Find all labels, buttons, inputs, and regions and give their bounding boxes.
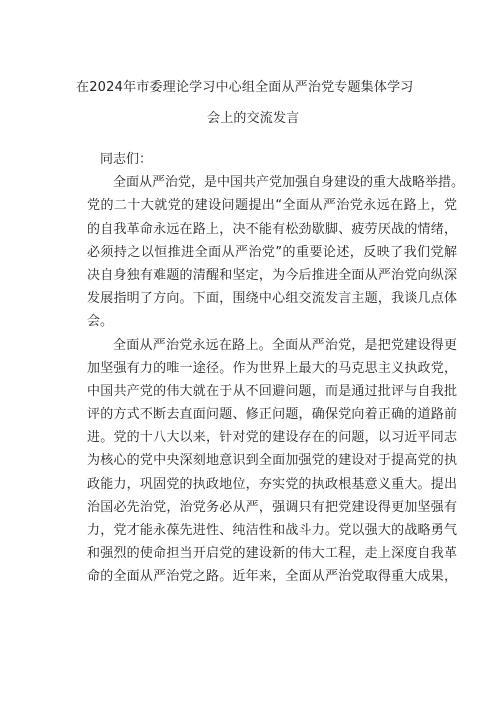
paragraph-1-line-6: 发展指明了方向。下面，围绕中心组交流发言主题，我谈几点体 [87,291,457,307]
paragraph-2-line-7: 政能力，巩固党的执政地位，夯实党的执政根基意义重大。提出 [87,476,457,492]
paragraph-2-line-11: 命的全面从严治党之路。近年来，全面从严治党取得重大成果， [87,569,457,585]
paragraph-2-line-6: 为核心的党中央深刻地意识到全面加强党的建设对于提高党的执 [87,453,457,469]
document-body [87,148,465,589]
paragraph-2-line-8: 治国必先治党，治党务必从严，强调只有把党建设得更加坚强有 [87,499,457,515]
salutation: 同志们： [100,152,153,167]
paragraph-1-line-3: 的自我革命永远在路上，决不能有松劲歇脚、疲劳厌战的情绪， [87,221,457,237]
paragraph-2-line-1: 全面从严治党永远在路上。全面从严治党，是把党建设得更 [113,337,457,353]
paragraph-1-line-5: 决自身独有难题的清醒和坚定，为今后推进全面从严治党向纵深 [87,267,457,283]
paragraph-2-line-5: 进。党的十八大以来，针对党的建设存在的问题，以习近平同志 [87,430,457,446]
paragraph-2-line-9: 力，党才能永葆先进性、纯洁性和战斗力。党以强大的战略勇气 [87,523,457,538]
paragraph-1-line-7: 会。 [87,314,114,330]
paragraph-1-line-1: 全面从严治党，是中国共产党加强自身建设的重大战略举措。 [113,175,465,191]
paragraph-2-line-4: 评的方式不断去直面问题、修正问题，确保党向着正确的道路前 [87,407,457,423]
paragraph-1-line-4: 必须持之以恒推进全面从严治党”的重要论述，反映了我们党解 [87,244,457,260]
paragraph-2-line-2: 加坚强有力的唯一途径。作为世界上最大的马克思主义执政党， [87,360,457,376]
paragraph-1-line-2: 党的二十大就党的建设问题提出“全面从严治党永远在路上，党 [87,198,457,214]
document-title-line-2: 会上的交流发言 [207,111,300,126]
document-title-line-1: 在2024年市委理论学习中心组全面从严治党专题集体学习 [76,80,414,95]
paragraph-2-line-3: 中国共产党的伟大就在于从不回避问题，而是通过批评与自我批 [87,383,457,399]
paragraph-2-line-10: 和强烈的使命担当开启党的建设新的伟大工程，走上深度自我革 [87,546,457,562]
